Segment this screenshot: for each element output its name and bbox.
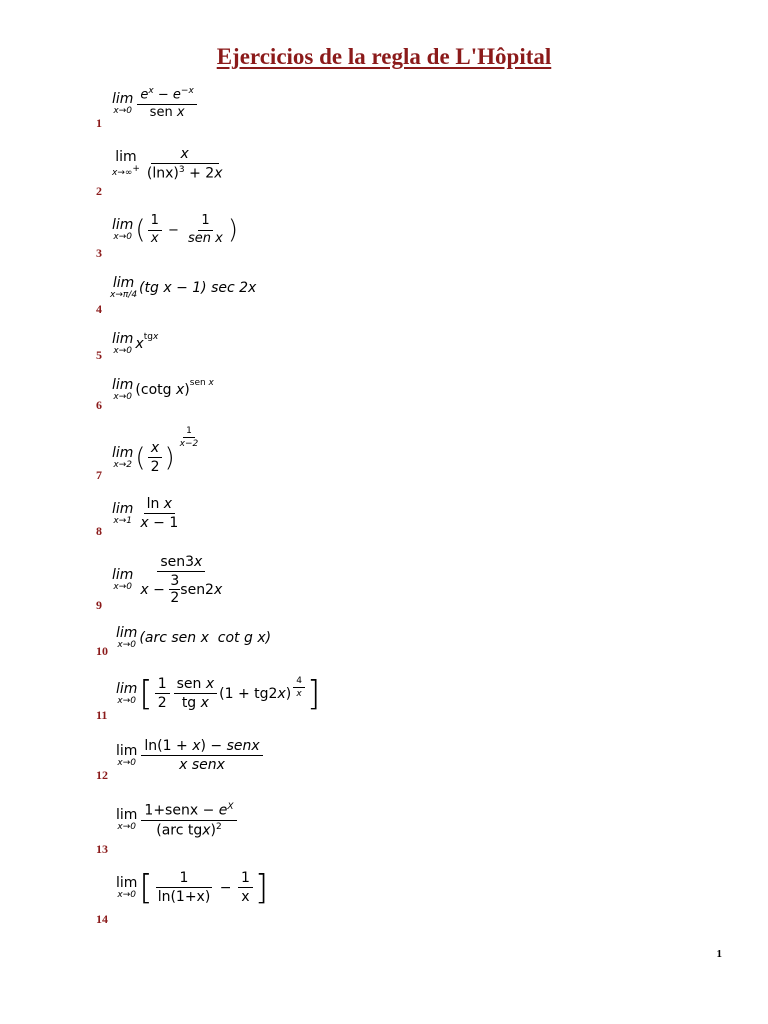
exercise-expression: lim x→0 [ $\frac{1}{\ln(1+x)}$ − $\frac{1}{x}$ ] xyxy=(116,867,269,908)
exercise-expression: lim x→0 $\frac{1+senx - e^X}{(arc tgx)^2}$ xyxy=(116,802,239,839)
exercise-expression: lim x→0 [ $\frac{1}{2}$ $\frac{\text{sen x}}{\text{tg x}}$ (1 + tg2x) $\frac{4}{x}$ ] xyxy=(116,673,321,714)
exercise-number: 6 xyxy=(96,398,102,412)
exercise-expression: lim x→∞+ $\frac{x}{(\ln x)^3 + 2x}$ xyxy=(112,146,223,182)
exercise-number: 5 xyxy=(96,348,102,362)
exercise-number: 11 xyxy=(96,708,108,722)
exercise-number: 12 xyxy=(96,768,108,782)
page-number: 1 xyxy=(716,948,722,960)
exercise-expression: lim x→0 $\frac{\text{ln(1 + x) − senx}}{\text{x senx}}$ xyxy=(116,738,265,773)
exercise-number: 7 xyxy=(96,468,102,482)
exercise-number: 10 xyxy=(96,644,108,658)
exercise-number: 2 xyxy=(96,184,102,198)
exercise-expression: lim x→1 $\frac{\text{ln x}}{x - 1}$ xyxy=(112,496,179,532)
exercise-number: 14 xyxy=(96,912,108,926)
page-title: Ejercicios de la regla de L'Hôpital xyxy=(216,44,552,69)
exercise-expression: lim x→0 $\frac{e^x - e^{-x}}{\text{sen x}}$ xyxy=(112,86,199,121)
exercise-expression: lim x→0 ( $\frac{1}{x}$ − $\frac{1}{\text{sen x}}$ ) xyxy=(112,213,239,246)
exercise-expression: lim x→0 (arc sen x cot g x) xyxy=(116,625,272,650)
exercise-number: 13 xyxy=(96,842,108,856)
exercise-number: 1 xyxy=(96,116,102,130)
exercise-number: 3 xyxy=(96,246,102,260)
exercise-expression: lim x→2 ( $\frac{x}{2}$ ) $\frac{1}{x-2}$ xyxy=(112,426,199,476)
exercise-expression: lim x→0 (cotg x) $^{sen x}$ xyxy=(112,377,214,402)
exercise-number: 4 xyxy=(96,302,102,316)
exercise-number: 8 xyxy=(96,524,102,538)
exercise-expression: lim x→π/4 (tg x − 1) sec 2x xyxy=(110,275,257,300)
exercise-number: 9 xyxy=(96,598,102,612)
exercise-expression: lim x→0 sen3x x − $\frac{3}{2}$ sen2 x xyxy=(112,554,223,607)
exercise-expression: lim x→0 x $^{tgx}$ xyxy=(112,331,159,356)
